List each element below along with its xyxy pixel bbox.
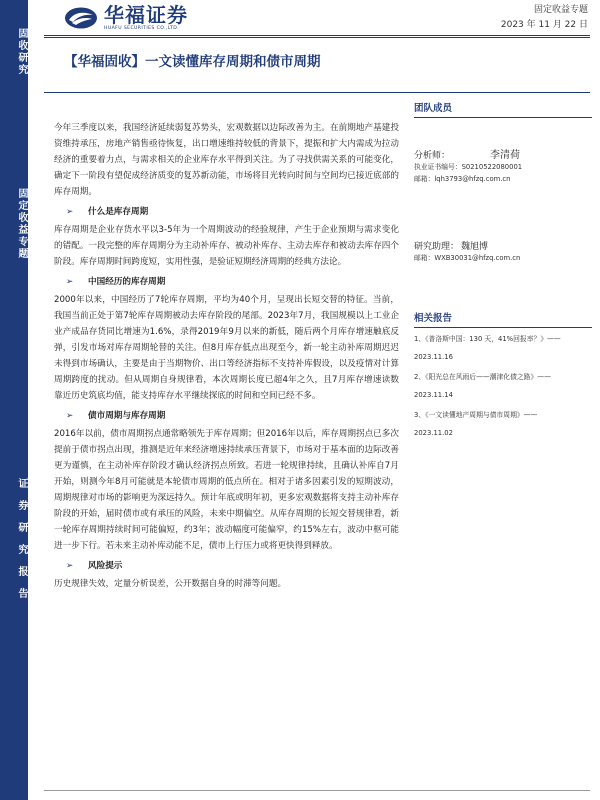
related-report-item[interactable] <box>414 330 592 366</box>
title-divider <box>44 92 590 93</box>
sidebar-label-bottom: 证券研究报告 <box>16 478 27 610</box>
header-meta <box>501 3 588 33</box>
analyst-email[interactable]: 邮箱：lqh3793@hfzq.com.cn <box>414 175 511 183</box>
related-report-date: 2023.11.14 <box>414 391 453 399</box>
section-title: 风险提示 <box>88 561 123 571</box>
right-column <box>414 100 592 442</box>
analyst-name: 李清荷 <box>490 150 521 161</box>
intro-paragraph: 今年三季度以来，我国经济延续弱复苏势头，宏观数据以边际改善为主。在前期地产基建投资维持承压，房地产销售亟待恢复，出口增速维持较低的背景下，提振和扩大内需成为拉动经济的重要着力点，与需求相关的企业库存水平得到关注。为了寻找供需关系的可能变化，确定下一阶段有望促成经济质变的复苏新动能，市场将目光转向时间与空间均已接近底部的库存周期。 <box>54 123 399 197</box>
arrow-icon: ➢ <box>66 207 74 217</box>
related-report-title[interactable]: 2、《阳光总在风雨后——潮津化债之路》—— <box>414 373 551 381</box>
header-divider <box>44 35 590 36</box>
assistant-email[interactable]: 邮箱：WXB30031@hfzq.com.cn <box>414 254 521 262</box>
logo-english-name: HUAFU SECURITIES CO.,LTD. <box>104 26 180 31</box>
left-sidebar <box>0 0 28 800</box>
related-report-item[interactable] <box>414 406 592 442</box>
analyst-label: 分析师： <box>414 151 451 161</box>
related-report-date: 2023.11.16 <box>414 353 453 361</box>
related-report-item[interactable] <box>414 368 592 404</box>
assistant-name: 魏旭博 <box>461 242 489 252</box>
section-body: 2016年以前，债市周期拐点通常略领先于库存周期；但2016年以后，库存周期拐点已多次提前于债市拐点出现，推测是近年来经济增速持续承压背景下，市场对于基本面的边际改善更为谨慎，在主动补库存阶段才确认经济拐点所致。若进一轮规律持续，且确认补库自7月开始，则测今年8月可能就是本轮债市周期的低点所在。相对于诸多因素引发的短期波动，周期规律对市场的影响更为深远持久。预计年底或明年初，更多宏观数据将支持主动补库存阶段的开始，届时债市或有承压的风险，未来中期偏空。从库存周期的长短交替规律看，新一轮库存周期持续时间可能偏短，约3年；波动幅度可能偏窄，约15%左右，波动中枢可能进一步下行。若未来主动补库动能不足，债市上行压力或将更快得到释放。 <box>54 429 399 551</box>
report-date: 2023 年 11 月 22 日 <box>500 20 588 30</box>
related-report-title[interactable]: 3、《一文读懂地产周期与债市周期》—— <box>414 411 538 419</box>
arrow-icon: ➢ <box>66 561 74 571</box>
section-title: 什么是库存周期 <box>88 207 149 217</box>
team-heading: 团队成员 <box>414 100 592 118</box>
section-heading <box>54 558 399 574</box>
sidebar-label-top: 固收研究 <box>16 28 27 76</box>
arrow-icon: ➢ <box>66 411 74 421</box>
analyst-cert: 执业证书编号：S0210522080001 <box>414 163 523 171</box>
section-title: 债市周期与库存周期 <box>88 411 166 421</box>
related-heading: 相关报告 <box>414 310 592 328</box>
huafu-logo-icon <box>64 6 98 30</box>
related-report-title[interactable]: 1、《普洛斯中国：130 天，41%回报率？》—— <box>414 335 561 343</box>
company-logo <box>64 4 188 32</box>
section-heading <box>54 274 399 290</box>
arrow-icon: ➢ <box>66 277 74 287</box>
section-title: 中国经历的库存周期 <box>88 277 166 287</box>
sidebar-label-middle: 固定收益专题 <box>16 188 27 260</box>
related-report-date: 2023.11.02 <box>414 429 453 437</box>
section-body: 2000年以来，中国经历了7轮库存周期，平均为40个月，呈现出长短交替的特征。当前，我国当前正处于第7轮库存周期被动去库存阶段的尾部。2023年7月，我国规模以上工业企业产成品存货同比增速为1.6%，录得2019年9月以来的新低，随后两个月库存增速触底反弹，引发市场对库存周期轮替的关注。但8月库存低点出现至今，新一轮主动补库周期迟迟未得到市场确认，主要是由于当期物价、出口等经济指标不支持补库假设，以及疫情对计算周期跨度的扰动。但从周期自身规律看，本次周期长度已超4年之久，且7月库存增速读数靠近历史筑底均值，能支持库存水平继续探底的时间和空间已经不多。 <box>54 295 399 401</box>
section-heading <box>54 408 399 424</box>
analyst-block <box>414 146 592 161</box>
footer-divider <box>44 790 590 791</box>
header-divider-thin <box>44 37 590 38</box>
related-reports <box>414 310 592 442</box>
report-title: 【华福固收】一文读懂库存周期和债市周期 <box>64 54 321 70</box>
report-type: 固定收益专题 <box>533 5 588 15</box>
main-content <box>54 120 399 592</box>
logo-chinese-name: 华福证券 <box>104 3 188 27</box>
section-heading <box>54 204 399 220</box>
assistant-label: 研究助理： <box>414 242 460 252</box>
section-body: 历史规律失效，定量分析误差，公开数据自身的时滞等问题。 <box>54 579 287 589</box>
section-body: 库存周期是企业存货水平以3-5年为一个周期波动的经验规律，产生于企业预期与需求变化的错配。一段完整的库存周期分为主动补库存、被动补库存、主动去库存和被动去库存四个阶段。库存周期时间跨度短，实用性强，是验证短期经济周期的经典方法论。 <box>54 225 399 267</box>
assistant-block <box>414 239 592 252</box>
